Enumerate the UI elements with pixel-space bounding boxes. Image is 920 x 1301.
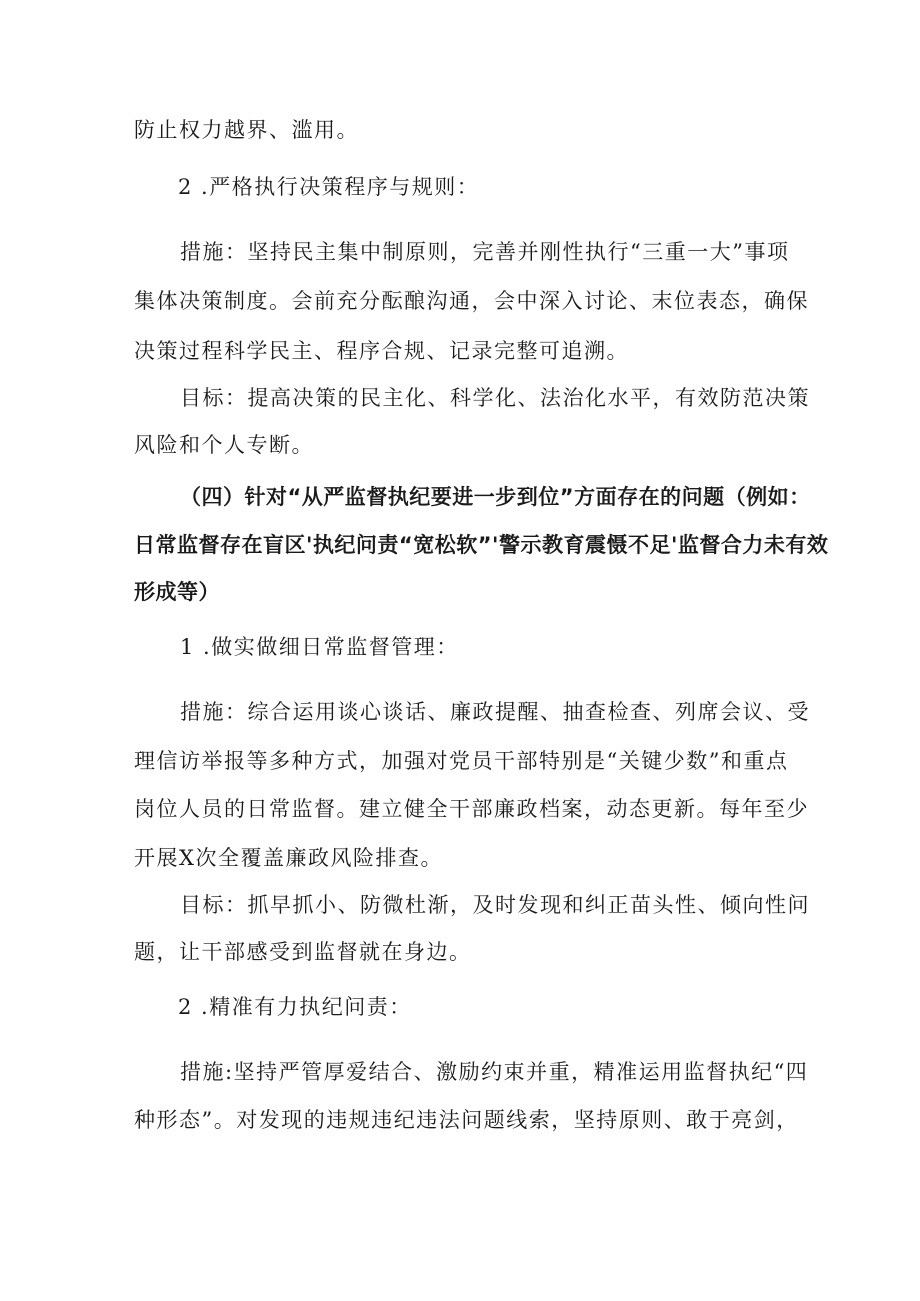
- section-heading-four-1: （四）针对“从严监督执纪要进一步到位”方面存在的问题（例如：: [180, 485, 811, 509]
- text-line-goal-3: 目标：抓早抓小、防微杜渐，及时发现和纠正苗头性、倾向性问: [180, 893, 810, 917]
- text-line-measures-2: 集体决策制度。会前充分酝酿沟通，会中深入讨论、末位表态，确保: [134, 289, 809, 313]
- text-line-measures-1: 措施：坚持民主集中制原则，完善并刚性执行“三重一大”事项: [180, 240, 790, 264]
- text-line-1: 防止权力越界、滥用。: [134, 118, 359, 142]
- text-line-measures-8: 措施:坚持严管厚爱结合、激励约束并重，精准运用监督执纪“四: [180, 1060, 809, 1084]
- text-line-measures-7: 开展X次全覆盖廉政风险排查。: [134, 846, 443, 870]
- section-heading-four-3: 形成等）: [134, 580, 220, 604]
- text-line-measures-9: 种形态”。对发现的违规违纪违法问题线索，坚持原则、敢于亮剑，: [134, 1108, 799, 1132]
- text-line-goal-1: 目标：提高决策的民主化、科学化、法治化水平，有效防范决策: [180, 386, 810, 410]
- text-line-goal-2: 风险和个人专断。: [134, 433, 314, 457]
- text-line-measures-6: 岗位人员的日常监督。建立健全干部廉政档案，动态更新。每年至少: [134, 797, 809, 821]
- section-heading-four-2: 日常监督存在盲区'执纪问责“宽松软”'警示教育震慑不足'监督合力未有效: [134, 533, 829, 557]
- text-line-measures-5: 理信访举报等多种方式，加强对党员干部特别是“关键少数”和重点: [134, 749, 789, 773]
- section-heading-1: 1 .做实做细日常监督管理：: [180, 635, 459, 659]
- text-line-measures-3: 决策过程科学民主、程序合规、记录完整可追溯。: [134, 339, 629, 363]
- section-heading-2b: 2 .精准有力执纪问责：: [178, 995, 412, 1019]
- section-heading-2: 2 .严格执行决策程序与规则：: [178, 175, 480, 199]
- text-line-measures-4: 措施：综合运用谈心谈话、廉政提醒、抽查检查、列席会议、受: [180, 700, 810, 724]
- text-line-goal-4: 题，让干部感受到监督就在身边。: [134, 940, 472, 964]
